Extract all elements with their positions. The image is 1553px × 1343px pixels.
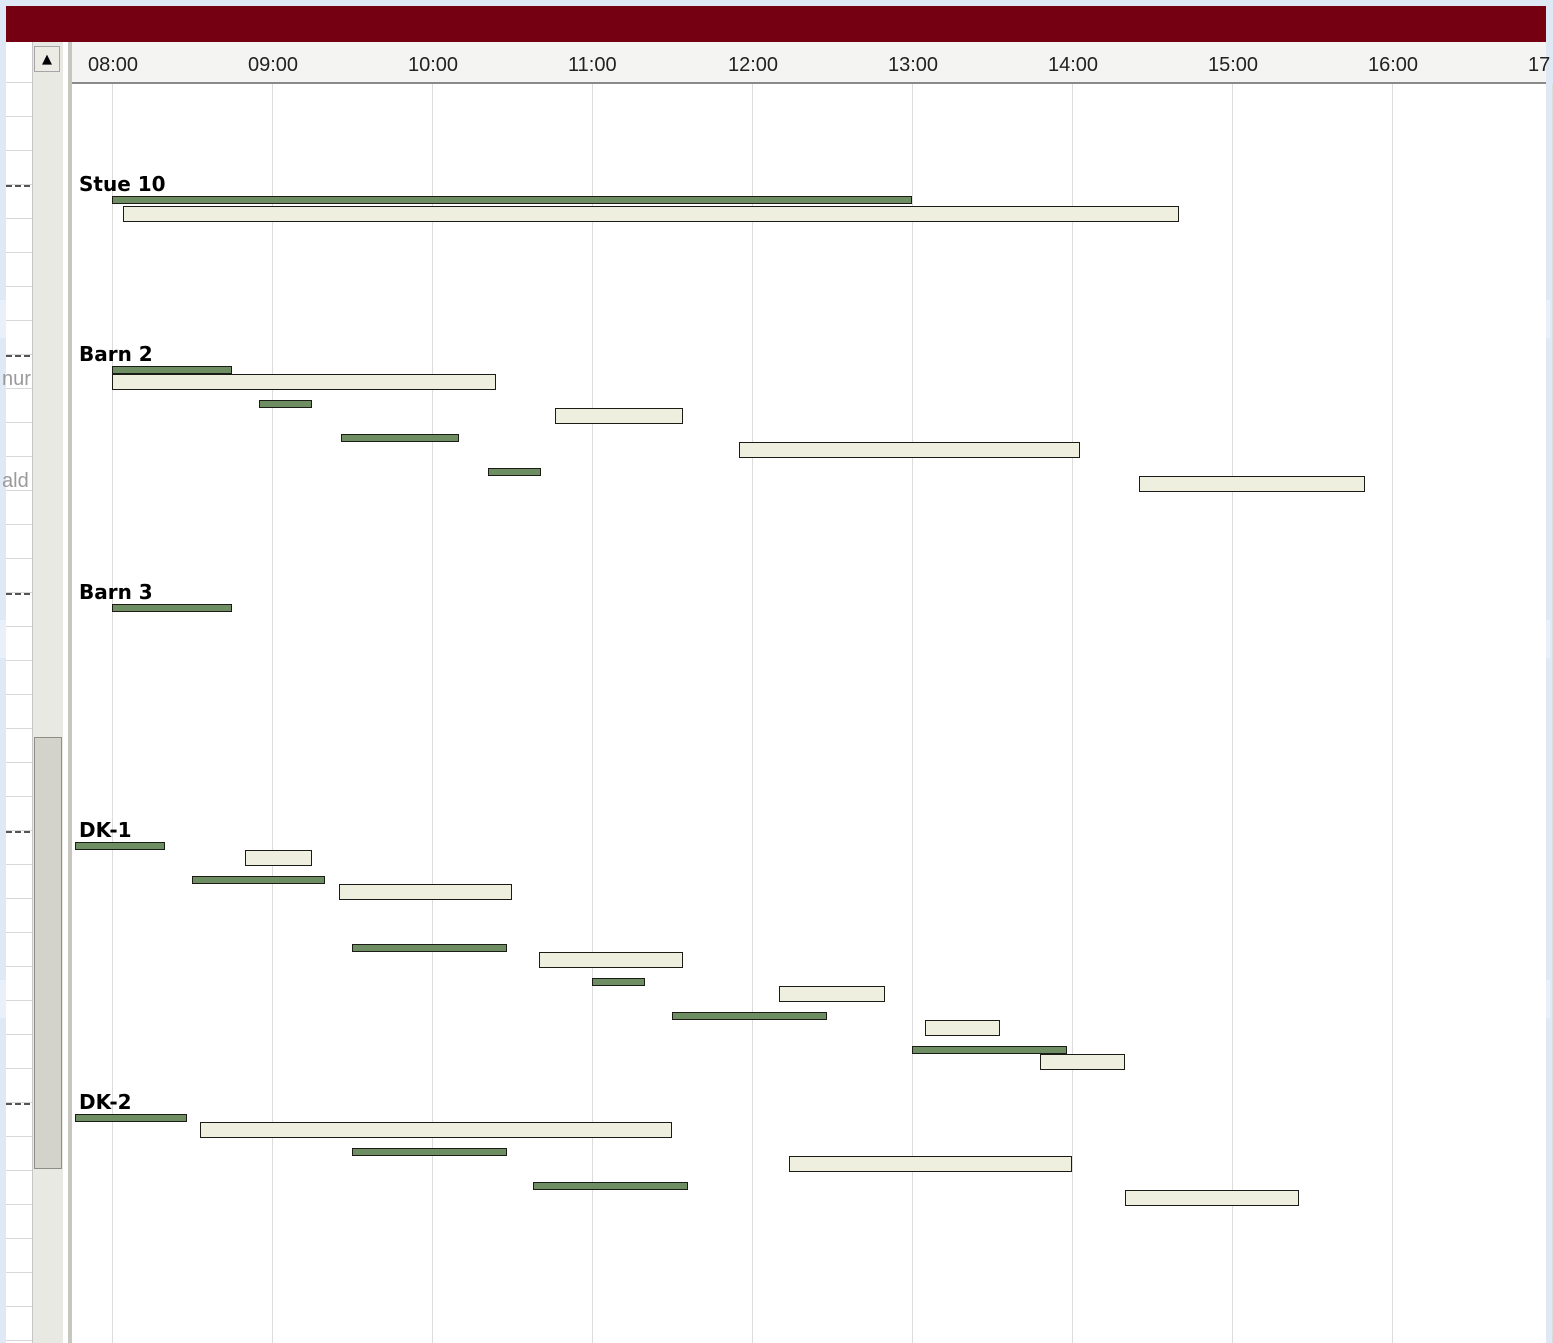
hour-gridline xyxy=(112,84,113,1343)
side-list-row xyxy=(6,218,32,219)
side-list-row xyxy=(6,422,32,423)
side-list-row xyxy=(6,388,32,389)
planned-time-bar[interactable] xyxy=(592,978,645,986)
hour-gridline xyxy=(592,84,593,1343)
resource-label: Barn 3 xyxy=(79,580,153,604)
side-list-row xyxy=(6,728,32,729)
resource-label: DK-1 xyxy=(79,818,132,842)
actual-time-bar[interactable] xyxy=(245,850,312,866)
side-list-row xyxy=(6,1170,32,1171)
resource-label: DK-2 xyxy=(79,1090,132,1114)
planned-time-bar[interactable] xyxy=(112,604,232,612)
side-list-row xyxy=(6,320,32,321)
planned-time-bar[interactable] xyxy=(75,842,166,850)
side-list-row xyxy=(6,1000,32,1001)
side-panel-text: nur xyxy=(2,368,31,390)
actual-time-bar[interactable] xyxy=(739,442,1080,458)
side-list-row xyxy=(6,1238,32,1239)
side-list-row xyxy=(6,796,32,797)
actual-time-bar[interactable] xyxy=(1139,476,1366,492)
side-list-row xyxy=(6,762,32,763)
side-group-marker xyxy=(6,185,30,187)
actual-time-bar[interactable] xyxy=(339,884,512,900)
side-panel xyxy=(2,42,69,1343)
side-list-row xyxy=(6,1034,32,1035)
resource-label: Barn 2 xyxy=(79,342,153,366)
side-list-row xyxy=(6,694,32,695)
actual-time-bar[interactable] xyxy=(539,952,683,968)
side-list-row xyxy=(6,252,32,253)
side-group-marker xyxy=(6,1103,30,1105)
planned-time-bar[interactable] xyxy=(75,1114,187,1122)
hour-label: 15:00 xyxy=(1208,54,1259,76)
side-list-row xyxy=(6,966,32,967)
hour-label: 09:00 xyxy=(248,54,299,76)
side-list-row xyxy=(6,1340,32,1341)
side-list-row xyxy=(6,82,32,83)
actual-time-bar[interactable] xyxy=(925,1020,1000,1036)
actual-time-bar[interactable] xyxy=(112,374,496,390)
actual-time-bar[interactable] xyxy=(1040,1054,1125,1070)
hour-label: 12:00 xyxy=(728,54,779,76)
actual-time-bar[interactable] xyxy=(789,1156,1072,1172)
side-list-row xyxy=(6,1204,32,1205)
planned-time-bar[interactable] xyxy=(672,1012,827,1020)
hour-label: 11:00 xyxy=(568,54,617,76)
side-list-row xyxy=(6,864,32,865)
actual-time-bar[interactable] xyxy=(123,206,1179,222)
planned-time-bar[interactable] xyxy=(352,1148,507,1156)
planned-time-bar[interactable] xyxy=(259,400,312,408)
side-list-row xyxy=(6,286,32,287)
planned-time-bar[interactable] xyxy=(341,434,458,442)
hour-gridline xyxy=(272,84,273,1343)
actual-time-bar[interactable] xyxy=(555,408,683,424)
side-list-row xyxy=(6,1068,32,1069)
planned-time-bar[interactable] xyxy=(112,196,912,204)
side-list-row xyxy=(6,1136,32,1137)
hour-label: 13:00 xyxy=(888,54,939,76)
side-group-marker xyxy=(6,831,30,833)
planned-time-bar[interactable] xyxy=(192,876,325,884)
hour-gridline xyxy=(1392,84,1393,1343)
side-list-row xyxy=(6,932,32,933)
side-group-marker xyxy=(6,593,30,595)
side-list-row xyxy=(6,898,32,899)
side-list-row xyxy=(6,558,32,559)
time-header xyxy=(72,42,1551,84)
side-panel-text: ald xyxy=(2,470,29,492)
hour-gridline xyxy=(752,84,753,1343)
actual-time-bar[interactable] xyxy=(779,986,886,1002)
resource-label: Stue 10 xyxy=(79,172,166,196)
side-group-marker xyxy=(6,355,30,357)
window-titlebar xyxy=(6,6,1546,42)
side-list-row xyxy=(6,524,32,525)
planned-time-bar[interactable] xyxy=(112,366,232,374)
planned-time-bar[interactable] xyxy=(533,1182,688,1190)
scheduler-window xyxy=(2,6,1551,1343)
arrow-up-icon: ▲ xyxy=(42,51,52,67)
hour-label: 14:00 xyxy=(1048,54,1099,76)
hour-label: 16:00 xyxy=(1368,54,1419,76)
actual-time-bar[interactable] xyxy=(200,1122,672,1138)
side-list-row xyxy=(6,116,32,117)
planned-time-bar[interactable] xyxy=(912,1046,1067,1054)
side-list-row xyxy=(6,626,32,627)
scrollbar-thumb[interactable] xyxy=(34,737,62,1169)
side-list-row xyxy=(6,1272,32,1273)
vertical-scrollbar[interactable] xyxy=(32,42,63,1343)
actual-time-bar[interactable] xyxy=(1125,1190,1298,1206)
side-list-row xyxy=(6,660,32,661)
side-list-row xyxy=(6,490,32,491)
side-list-row xyxy=(6,1306,32,1307)
hour-gridline xyxy=(1072,84,1073,1343)
side-list-row xyxy=(6,456,32,457)
hour-label: 10:00 xyxy=(408,54,459,76)
planned-time-bar[interactable] xyxy=(488,468,541,476)
hour-label: 17 xyxy=(1528,54,1551,76)
hour-label: 08:00 xyxy=(88,54,139,76)
hour-gridline xyxy=(912,84,913,1343)
gantt-chart xyxy=(72,42,1551,1343)
hour-gridline xyxy=(1232,84,1233,1343)
side-list-row xyxy=(6,150,32,151)
scroll-up-button[interactable] xyxy=(34,46,60,72)
planned-time-bar[interactable] xyxy=(352,944,507,952)
